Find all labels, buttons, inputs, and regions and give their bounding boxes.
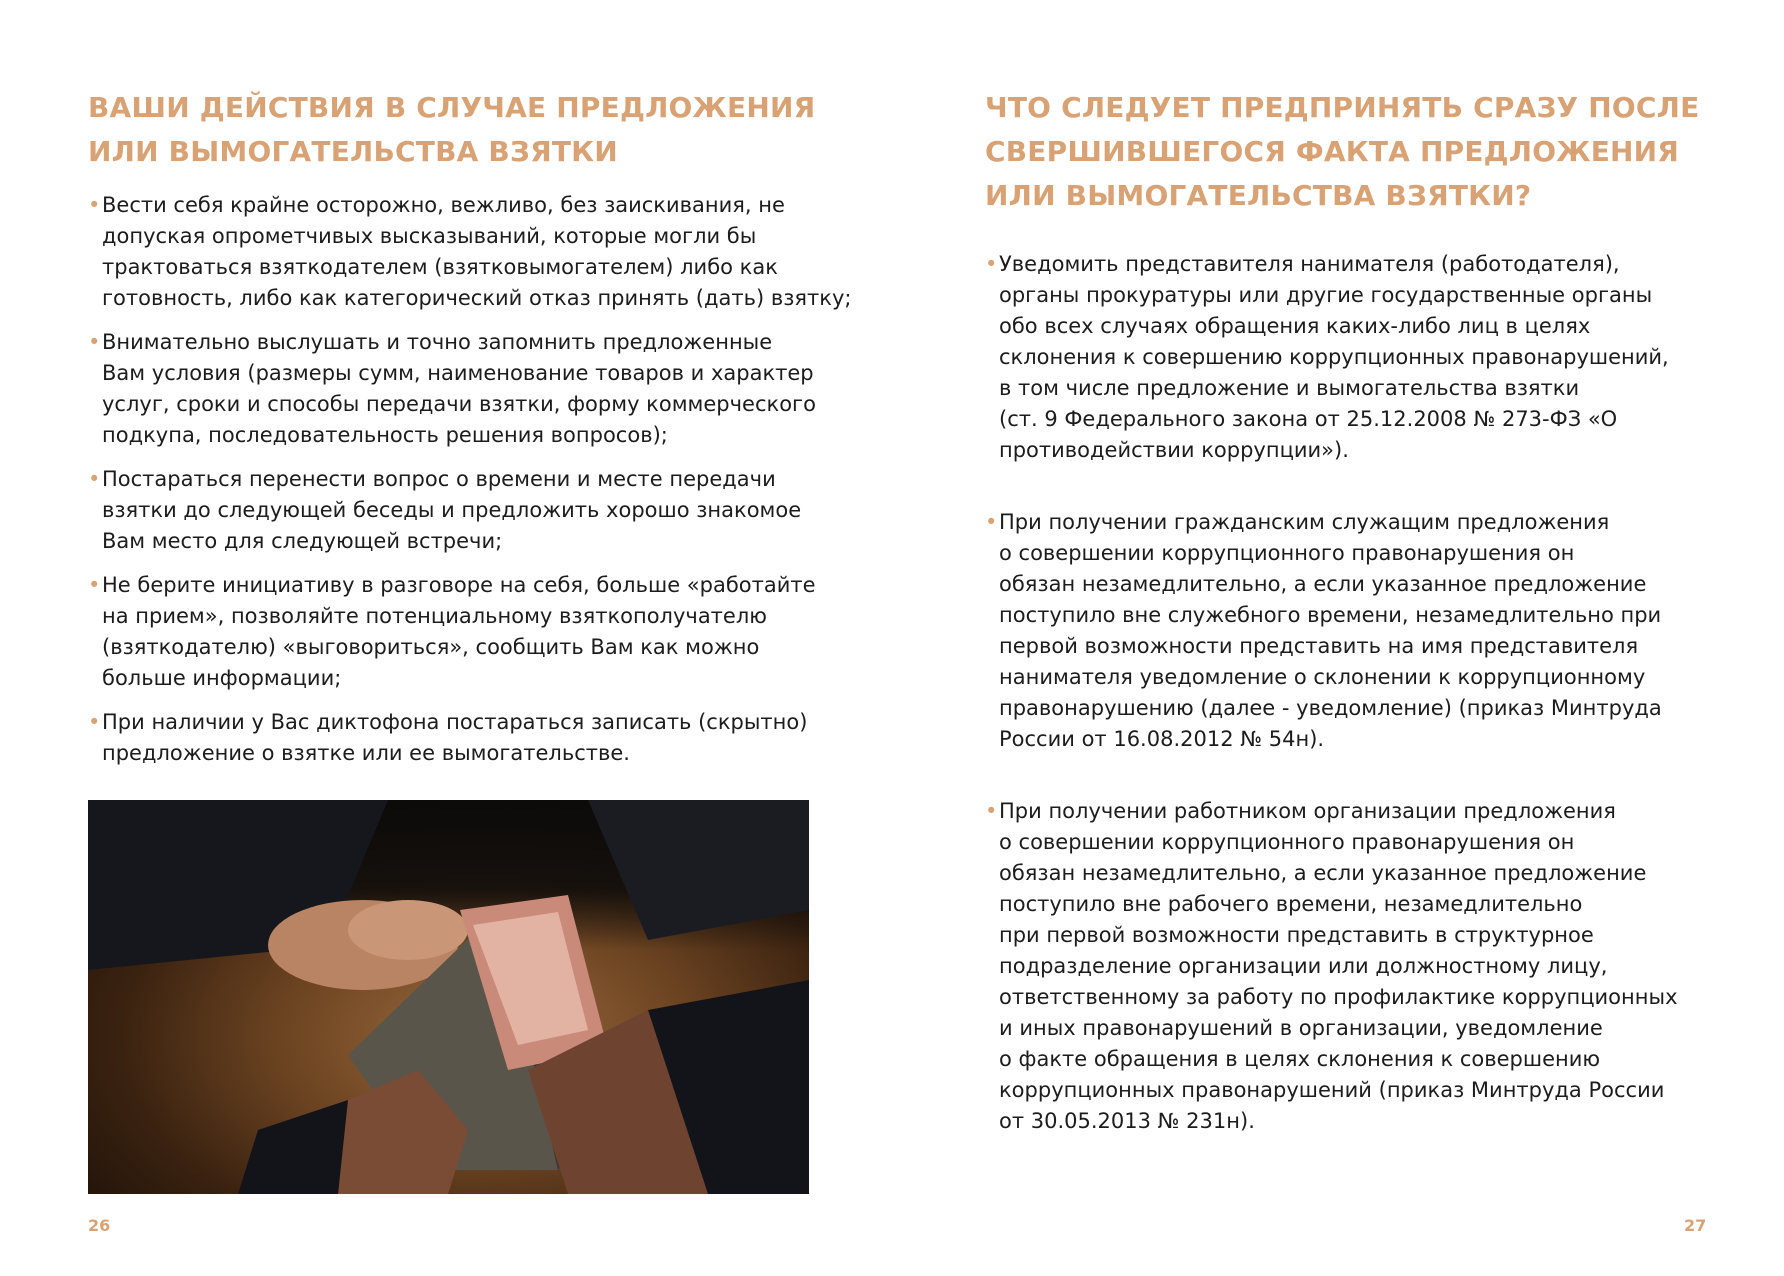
text-line: (ст. 9 Федерального закона от 25.12.2008 № 273-ФЗ «О bbox=[999, 407, 1618, 431]
left-heading-line: ИЛИ ВЫМОГАТЕЛЬСТВА ВЗЯТКИ bbox=[88, 135, 618, 168]
text-line: нанимателя уведомление о склонении к коррупционному bbox=[999, 665, 1646, 689]
text-line: больше информации; bbox=[102, 666, 342, 690]
text-line: России от 16.08.2012 № 54н). bbox=[999, 727, 1325, 751]
text-line: поступило вне служебного времени, незамедлительно при bbox=[999, 603, 1662, 627]
text-line: услуг, сроки и способы передачи взятки, форму коммерческого bbox=[102, 392, 816, 416]
text-line: от 30.05.2013 № 231н). bbox=[999, 1109, 1255, 1133]
right-heading-line: ИЛИ ВЫМОГАТЕЛЬСТВА ВЗЯТКИ? bbox=[985, 179, 1532, 212]
list-item bbox=[985, 796, 1678, 1137]
text-line: При получении работником организации предложения bbox=[999, 799, 1616, 823]
left-heading-line: ВАШИ ДЕЙСТВИЯ В СЛУЧАЕ ПРЕДЛОЖЕНИЯ bbox=[88, 91, 816, 124]
list-item bbox=[88, 464, 851, 557]
text-line: обязан незамедлительно, а если указанное предложение bbox=[999, 572, 1647, 596]
text-line: При получении гражданским служащим предложения bbox=[999, 510, 1610, 534]
text-line: Вам условия (размеры сумм, наименование товаров и характер bbox=[102, 361, 814, 385]
bullet-icon: • bbox=[985, 799, 998, 823]
sleeve-bottom-left bbox=[238, 1100, 348, 1194]
text-line: допуская опрометчивых высказываний, которые могли бы bbox=[102, 224, 757, 248]
text-line: органы прокуратуры или другие государственные органы bbox=[999, 283, 1653, 307]
left-heading bbox=[88, 86, 815, 174]
bullet-icon: • bbox=[88, 573, 101, 597]
text-line: Вести себя крайне осторожно, вежливо, без заискивания, не bbox=[102, 193, 785, 217]
clasped-hands-highlight bbox=[348, 900, 468, 960]
page-number: 27 bbox=[1684, 1216, 1707, 1235]
left-bullet-list bbox=[88, 190, 851, 769]
text-line: готовность, либо как категорический отказ принять (дать) взятку; bbox=[102, 286, 852, 310]
bullet-icon: • bbox=[88, 193, 101, 217]
bullet-icon: • bbox=[88, 330, 101, 354]
text-line: Постараться перенести вопрос о времени и месте передачи bbox=[102, 467, 776, 491]
text-line: Вам место для следующей встречи; bbox=[102, 529, 503, 553]
text-line: взятки до следующей беседы и предложить хорошо знакомое bbox=[102, 498, 802, 522]
bullet-icon: • bbox=[88, 467, 101, 491]
text-line: и иных правонарушений в организации, уведомление bbox=[999, 1016, 1603, 1040]
list-item bbox=[88, 570, 851, 694]
photo-illustration bbox=[88, 800, 809, 1194]
text-line: подкупа, последовательность решения вопросов); bbox=[102, 423, 668, 447]
text-line: при первой возможности представить в структурное bbox=[999, 923, 1594, 947]
text-line: поступило вне рабочего времени, незамедлительно bbox=[999, 892, 1583, 916]
text-line: При наличии у Вас диктофона постараться записать (скрытно) bbox=[102, 710, 808, 734]
right-bullet-list bbox=[985, 249, 1678, 1137]
text-line: (взяткодателю) «выговориться», сообщить Вам как можно bbox=[102, 635, 760, 659]
text-line: в том числе предложение и вымогательства взятки bbox=[999, 376, 1580, 400]
suit-sleeve-right bbox=[588, 800, 809, 940]
list-item bbox=[985, 507, 1678, 755]
right-page bbox=[892, 0, 1784, 1276]
list-item bbox=[88, 707, 851, 769]
list-item bbox=[985, 249, 1678, 466]
text-line: противодействии коррупции»). bbox=[999, 438, 1349, 462]
text-line: на прием», позволяйте потенциальному взяткополучателю bbox=[102, 604, 767, 628]
text-line: о совершении коррупционного правонарушения он bbox=[999, 541, 1575, 565]
text-line: первой возможности представить на имя представителя bbox=[999, 634, 1639, 658]
text-line: подразделение организации или должностному лицу, bbox=[999, 954, 1608, 978]
text-line: Внимательно выслушать и точно запомнить предложенные bbox=[102, 330, 773, 354]
text-line: коррупционных правонарушений (приказ Минтруда России bbox=[999, 1078, 1665, 1102]
right-heading bbox=[985, 86, 1699, 218]
page-number: 26 bbox=[88, 1216, 111, 1235]
right-heading-line: ЧТО СЛЕДУЕТ ПРЕДПРИНЯТЬ СРАЗУ ПОСЛЕ bbox=[985, 91, 1700, 124]
text-line: о совершении коррупционного правонарушения он bbox=[999, 830, 1575, 854]
text-line: обязан незамедлительно, а если указанное предложение bbox=[999, 861, 1647, 885]
text-line: правонарушению (далее - уведомление) (приказ Минтруда bbox=[999, 696, 1662, 720]
text-line: ответственному за работу по профилактике коррупционных bbox=[999, 985, 1678, 1009]
list-item bbox=[88, 327, 851, 451]
list-item bbox=[88, 190, 851, 314]
right-heading-line: СВЕРШИВШЕГОСЯ ФАКТА ПРЕДЛОЖЕНИЯ bbox=[985, 135, 1680, 168]
text-line: обо всех случаях обращения каких-либо лиц в целях bbox=[999, 314, 1591, 338]
bullet-icon: • bbox=[985, 510, 998, 534]
text-line: Не берите инициативу в разговоре на себя, больше «работайте bbox=[102, 573, 816, 597]
text-line: предложение о взятке или ее вымогательстве. bbox=[102, 741, 630, 765]
text-line: трактоваться взяткодателем (взятковымогателем) либо как bbox=[102, 255, 778, 279]
text-line: о факте обращения в целях склонения к совершению bbox=[999, 1047, 1601, 1071]
bullet-icon: • bbox=[88, 710, 101, 734]
bribe-envelope-photo bbox=[88, 800, 809, 1194]
text-line: склонения к совершению коррупционных правонарушений, bbox=[999, 345, 1669, 369]
bullet-icon: • bbox=[985, 252, 998, 276]
text-line: Уведомить представителя нанимателя (работодателя), bbox=[999, 252, 1620, 276]
